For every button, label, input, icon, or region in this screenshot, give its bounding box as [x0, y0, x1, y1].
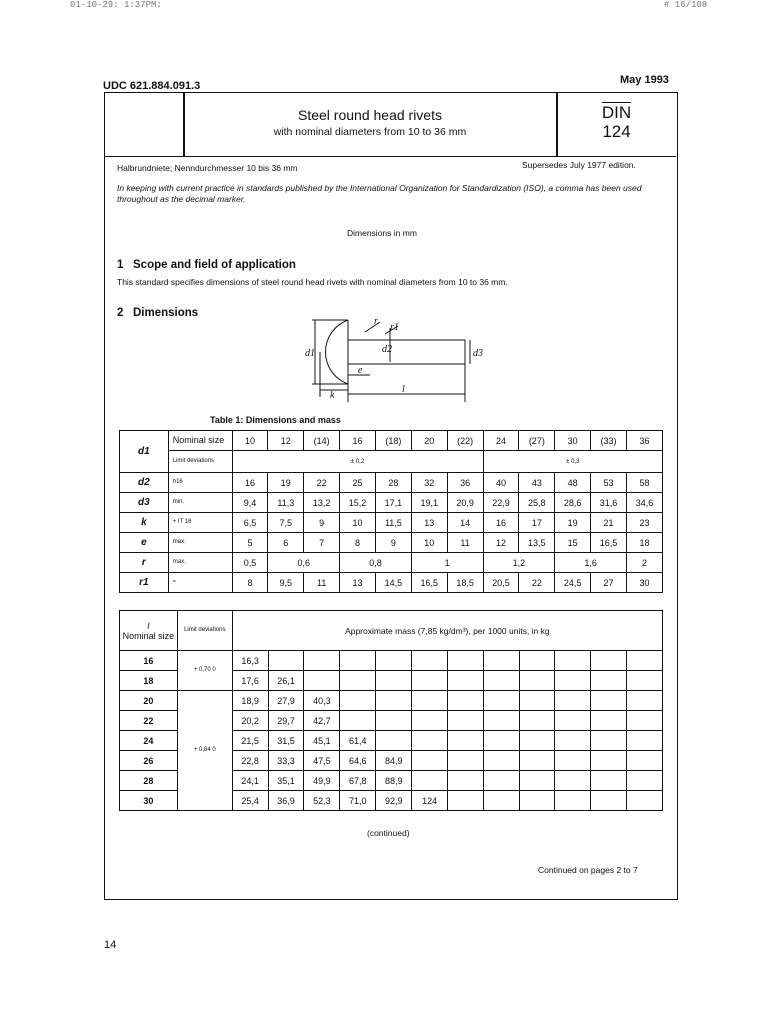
size-cell: (18): [375, 431, 411, 451]
value-cell: 18: [626, 533, 662, 553]
mass-cell: [304, 651, 340, 671]
size-cell: 20: [411, 431, 447, 451]
mass-cell: [591, 711, 627, 731]
mass-cell: [519, 791, 555, 811]
value-cell: 16: [483, 513, 519, 533]
value-cell: 13: [340, 573, 376, 593]
mass-cell: [483, 691, 519, 711]
mass-cell: [412, 711, 448, 731]
mass-cell: [376, 671, 412, 691]
fig-label-l: l: [402, 384, 405, 395]
value-cell: 20,5: [483, 573, 519, 593]
mass-cell: 16,3: [232, 651, 268, 671]
value-cell: 7: [304, 533, 340, 553]
row-spec: max.: [168, 553, 232, 573]
mass-cell: [555, 771, 591, 791]
mass-cell: [448, 731, 484, 751]
page-number: 14: [104, 939, 117, 951]
mass-cell: [519, 711, 555, 731]
fig-label-e: e: [358, 365, 363, 376]
mass-cell: [519, 751, 555, 771]
value-cell: 34,6: [626, 493, 662, 513]
german-title: Halbrundniete; Nenndurchmesser 10 bis 36 mm: [117, 163, 298, 173]
din-number: 124: [602, 122, 631, 141]
length-cell: 20: [120, 691, 178, 711]
fax-header-right: # 16/108: [664, 0, 708, 10]
row-symbol: d2: [120, 473, 169, 493]
row-symbol: e: [120, 533, 169, 553]
limit-deviations-label: Limit deviations: [168, 451, 232, 473]
mass-cell: [448, 711, 484, 731]
size-cell: (27): [519, 431, 555, 451]
mass-cell: 36,9: [268, 791, 304, 811]
value-cell: 22: [304, 473, 340, 493]
size-cell: (33): [591, 431, 627, 451]
l-label: l: [147, 620, 150, 631]
value-cell: 13,2: [304, 493, 340, 513]
mass-cell: [304, 671, 340, 691]
length-cell: 18: [120, 671, 178, 691]
mass-cell: [376, 651, 412, 671]
mass-cell: [340, 691, 376, 711]
mass-cell: [412, 771, 448, 791]
fig-label-r: r: [374, 316, 378, 327]
mass-cell: [483, 751, 519, 771]
row-symbol: k: [120, 513, 169, 533]
value-cell: 15,2: [340, 493, 376, 513]
fax-header: [0, 0, 768, 20]
mass-cell: [448, 691, 484, 711]
mass-cell: [555, 711, 591, 731]
deviation-cell: + 0,70 0: [177, 651, 232, 691]
mass-cell: [448, 651, 484, 671]
table-row: [120, 573, 663, 593]
mass-cell: 67,8: [340, 771, 376, 791]
din-label: $\overline{DIN}$: [601, 103, 632, 122]
mass-cell: [448, 791, 484, 811]
mass-cell: [483, 671, 519, 691]
mass-cell: [412, 691, 448, 711]
nominal-size-label: Nominal size: [122, 630, 175, 641]
deviation-b: ± 0,3: [483, 451, 662, 473]
din-designation: [557, 103, 676, 141]
d1-label: d1: [120, 431, 169, 473]
mass-cell: 31,5: [268, 731, 304, 751]
value-cell: 40: [483, 473, 519, 493]
mass-cell: [376, 731, 412, 751]
value-cell: 32: [411, 473, 447, 493]
value-cell: 22: [519, 573, 555, 593]
value-cell: 19: [555, 513, 591, 533]
value-cell: 21: [591, 513, 627, 533]
dimensions-table: [119, 430, 663, 593]
mass-cell: [555, 691, 591, 711]
value-cell: 6: [268, 533, 304, 553]
mass-cell: [483, 711, 519, 731]
mass-cell: 84,9: [376, 751, 412, 771]
value-cell: 11,5: [375, 513, 411, 533]
row-symbol: r1: [120, 573, 169, 593]
value-cell: 1: [411, 553, 483, 573]
value-cell: 5: [232, 533, 268, 553]
section-1-heading: 1 Scope and field of application: [117, 259, 296, 271]
mass-cell: [412, 751, 448, 771]
mass-cell: [412, 671, 448, 691]
mass-cell: [448, 771, 484, 791]
size-cell: 30: [555, 431, 591, 451]
mass-cell: [519, 671, 555, 691]
mass-cell: [555, 651, 591, 671]
dimensions-note: Dimensions in mm: [347, 228, 417, 238]
mass-cell: [448, 671, 484, 691]
value-cell: 48: [555, 473, 591, 493]
value-cell: 58: [626, 473, 662, 493]
mass-cell: [627, 651, 663, 671]
mass-cell: 27,9: [268, 691, 304, 711]
value-cell: 36: [447, 473, 483, 493]
mass-cell: 92,9: [376, 791, 412, 811]
limit-deviations-label: Limit deviations: [177, 611, 232, 651]
value-cell: 14,5: [375, 573, 411, 593]
value-cell: 53: [591, 473, 627, 493]
value-cell: 7,5: [268, 513, 304, 533]
value-cell: 27: [591, 573, 627, 593]
nominal-size-label: Nominal size: [168, 431, 232, 451]
fig-label-d1: d1: [305, 348, 315, 359]
value-cell: 13,5: [519, 533, 555, 553]
value-cell: 13: [411, 513, 447, 533]
value-cell: 16,5: [591, 533, 627, 553]
table-row: [120, 691, 663, 711]
value-cell: 11: [304, 573, 340, 593]
value-cell: 31,6: [591, 493, 627, 513]
mass-cell: [340, 671, 376, 691]
mass-cell: [519, 731, 555, 751]
row-spec: ≈: [168, 573, 232, 593]
continued-label: (continued): [367, 828, 410, 838]
mass-cell: [627, 751, 663, 771]
mass-cell: [627, 691, 663, 711]
mass-cell: 40,3: [304, 691, 340, 711]
value-cell: 30: [626, 573, 662, 593]
fig-label-k: k: [330, 390, 335, 401]
size-cell: 12: [268, 431, 304, 451]
value-cell: 15: [555, 533, 591, 553]
table-1-caption: Table 1: Dimensions and mass: [210, 415, 341, 425]
mass-cell: [268, 651, 304, 671]
value-cell: 8: [340, 533, 376, 553]
mass-cell: [591, 791, 627, 811]
value-cell: 9,4: [232, 493, 268, 513]
mass-cell: [591, 671, 627, 691]
mass-cell: [555, 731, 591, 751]
deviation-a: ± 0,2: [232, 451, 483, 473]
mass-cell: [412, 651, 448, 671]
fig-label-d3: d3: [473, 348, 483, 359]
value-cell: 43: [519, 473, 555, 493]
value-cell: 23: [626, 513, 662, 533]
mass-cell: [340, 711, 376, 731]
document-title: Steel round head rivets: [298, 107, 442, 123]
fax-header-left: 01-10-29: 1:37PM:: [70, 0, 162, 10]
value-cell: 18,5: [447, 573, 483, 593]
value-cell: 2: [626, 553, 662, 573]
mass-cell: 21,5: [232, 731, 268, 751]
length-cell: 24: [120, 731, 178, 751]
mass-cell: 64,6: [340, 751, 376, 771]
mass-cell: 47,5: [304, 751, 340, 771]
value-cell: 11: [447, 533, 483, 553]
mass-cell: [483, 651, 519, 671]
length-cell: 26: [120, 751, 178, 771]
mass-table: [119, 610, 663, 811]
mass-cell: 29,7: [268, 711, 304, 731]
value-cell: 25: [340, 473, 376, 493]
mass-cell: 26,1: [268, 671, 304, 691]
mass-cell: [555, 751, 591, 771]
mass-cell: 61,4: [340, 731, 376, 751]
fig-label-r1: r1: [390, 322, 399, 333]
mass-cell: [591, 731, 627, 751]
mass-cell: 17,6: [232, 671, 268, 691]
table-row: [120, 533, 663, 553]
row-spec: + IT 16: [168, 513, 232, 533]
mass-cell: [591, 771, 627, 791]
value-cell: 8: [232, 573, 268, 593]
value-cell: 10: [340, 513, 376, 533]
value-cell: 17,1: [375, 493, 411, 513]
mass-cell: [591, 651, 627, 671]
length-cell: 30: [120, 791, 178, 811]
mass-cell: 49,9: [304, 771, 340, 791]
mass-cell: [627, 771, 663, 791]
mass-cell: [519, 651, 555, 671]
table-row: [120, 473, 663, 493]
value-cell: 24,5: [555, 573, 591, 593]
mass-cell: [340, 651, 376, 671]
mass-cell: [591, 691, 627, 711]
value-cell: 20,9: [447, 493, 483, 513]
udc-code: UDC 621.884.091.3: [103, 80, 201, 92]
mass-cell: [627, 671, 663, 691]
table-row: [120, 493, 663, 513]
value-cell: 17: [519, 513, 555, 533]
mass-header: Approximate mass (7,85 kg/dm³), per 1000 units, in kg: [232, 611, 662, 651]
mass-cell: 52,3: [304, 791, 340, 811]
value-cell: 0,6: [268, 553, 340, 573]
mass-cell: 33,3: [268, 751, 304, 771]
size-cell: 24: [483, 431, 519, 451]
value-cell: 16,5: [411, 573, 447, 593]
title-block: [105, 93, 676, 157]
mass-cell: [519, 771, 555, 791]
mass-cell: [483, 731, 519, 751]
mass-cell: 20,2: [232, 711, 268, 731]
row-spec: max.: [168, 533, 232, 553]
value-cell: 0,5: [232, 553, 268, 573]
value-cell: 12: [483, 533, 519, 553]
value-cell: 1,2: [483, 553, 555, 573]
mass-cell: 24,1: [232, 771, 268, 791]
mass-cell: [627, 791, 663, 811]
mass-cell: [483, 771, 519, 791]
mass-cell: 18,9: [232, 691, 268, 711]
mass-cell: [627, 731, 663, 751]
mass-cell: [627, 711, 663, 731]
mass-cell: 35,1: [268, 771, 304, 791]
value-cell: 1,6: [555, 553, 627, 573]
row-symbol: d3: [120, 493, 169, 513]
deviation-cell: + 0,84 0: [177, 691, 232, 811]
length-cell: 22: [120, 711, 178, 731]
value-cell: 19: [268, 473, 304, 493]
row-spec: h16: [168, 473, 232, 493]
mass-cell: [591, 751, 627, 771]
size-cell: (14): [304, 431, 340, 451]
mass-cell: [412, 731, 448, 751]
mass-cell: 45,1: [304, 731, 340, 751]
mass-cell: [519, 691, 555, 711]
supersedes-note: Supersedes July 1977 edition.: [522, 160, 636, 170]
value-cell: 11,3: [268, 493, 304, 513]
size-cell: 36: [626, 431, 662, 451]
continued-pages: Continued on pages 2 to 7: [538, 865, 638, 875]
value-cell: 10: [411, 533, 447, 553]
table-row: [120, 513, 663, 533]
rivet-drawing: [290, 312, 490, 412]
length-header: [120, 611, 178, 651]
section-2-heading: 2 Dimensions: [117, 307, 199, 319]
size-cell: (22): [447, 431, 483, 451]
mass-cell: [483, 791, 519, 811]
mass-cell: [376, 691, 412, 711]
iso-note: In keeping with current practice in standards published by the International Organization for Standardization (ISO), a comma has been used throughout as the decimal marker.: [117, 183, 642, 204]
row-spec: min.: [168, 493, 232, 513]
table-row: [120, 553, 663, 573]
value-cell: 22,9: [483, 493, 519, 513]
mass-cell: [448, 751, 484, 771]
section-1-text: This standard specifies dimensions of steel round head rivets with nominal diameters from 10 to 36 mm.: [117, 277, 508, 287]
fig-label-d2: d2: [382, 344, 392, 355]
value-cell: 28,6: [555, 493, 591, 513]
row-symbol: r: [120, 553, 169, 573]
value-cell: 9: [304, 513, 340, 533]
value-cell: 6,5: [232, 513, 268, 533]
mass-cell: [555, 791, 591, 811]
size-cell: 10: [232, 431, 268, 451]
mass-cell: 42,7: [304, 711, 340, 731]
value-cell: 9: [375, 533, 411, 553]
document-subtitle: with nominal diameters from 10 to 36 mm: [273, 126, 467, 138]
length-cell: 16: [120, 651, 178, 671]
rivet-head-outline: [325, 320, 348, 384]
mass-cell: 22,8: [232, 751, 268, 771]
size-cell: 16: [340, 431, 376, 451]
mass-cell: [376, 711, 412, 731]
table-row: [120, 651, 663, 671]
issue-date: May 1993: [620, 74, 669, 86]
value-cell: 28: [375, 473, 411, 493]
mass-cell: 88,9: [376, 771, 412, 791]
value-cell: 0,8: [340, 553, 412, 573]
mass-cell: 71,0: [340, 791, 376, 811]
value-cell: 16: [232, 473, 268, 493]
value-cell: 19,1: [411, 493, 447, 513]
mass-cell: [555, 671, 591, 691]
mass-cell: 25,4: [232, 791, 268, 811]
mass-cell: 124: [412, 791, 448, 811]
length-cell: 28: [120, 771, 178, 791]
value-cell: 25,8: [519, 493, 555, 513]
value-cell: 9,5: [268, 573, 304, 593]
value-cell: 14: [447, 513, 483, 533]
